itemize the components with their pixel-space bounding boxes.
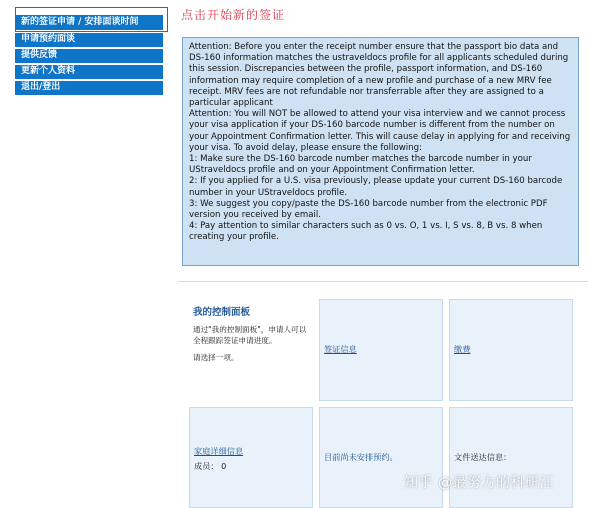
annotation-hint-text: 点击开始新的签证 [181,8,286,22]
family-member-count: 成员： 0 [194,461,227,471]
attention-item-3: 3: We suggest you copy/paste the DS-160 barcode number from the electronic PDF version you received by email. [189,198,548,221]
tile-document-delivery [449,407,573,508]
nav-sign-out[interactable]: 退出/登出 [15,81,163,95]
attention-notice [182,37,579,266]
nav-provide-feedback[interactable]: 提供反馈 [15,49,163,63]
tile-appointment[interactable] [319,407,443,508]
tile-family-details[interactable] [189,407,313,508]
attention-paragraph-barcode: Attention: You will NOT be allowed to attend your visa interview and we cannot process your visa application if your DS-160 barcode number is different from the number on your Appointment Confirmation letter. This will cause delay in applying for and receiving your visa. To avoid delay, please ensure the following: [189,109,571,153]
dashboard-description: 通过"我的控制面板"，申请人可以全程跟踪签证申请进度。 [193,325,307,345]
dashboard-title: 我的控制面板 [193,307,251,318]
annotation-highlight-box [15,7,168,32]
attention-item-1: 1: Make sure the DS-160 barcode number matches the barcode number in your UStraveldocs profile and on your Appointment Confirmation letter. [189,154,532,176]
document-delivery-label: 文件送达信息： [454,452,512,462]
tile-payment[interactable] [449,299,573,401]
nav-new-visa-application[interactable]: 新的签证申请 / 安排面谈时间 [15,15,163,30]
watermark: 知乎 @最努力的科研汪 [404,475,554,491]
attention-paragraph-profile: Attention: Before you enter the receipt number ensure that the passport bio data and DS-160 information matches the ustraveldocs profile for all applicants scheduled during this session. Discrepancies between the profile, passport information, and DS-160 information may require completion of a new profile and purchase of a new MRV fee receipt. MRV fees are not refundable nor transferrable after they are assigned to a particular applicant [189,42,569,109]
section-divider [178,281,588,282]
no-appointment-text[interactable]: 目前尚未安排预约。 [324,452,398,462]
family-details-link[interactable]: 家庭详细信息 [194,446,244,456]
payment-link[interactable]: 缴费 [454,344,471,354]
tile-visa-info[interactable] [319,299,443,401]
attention-item-2: 2: If you applied for a U.S. visa previously, please update your current DS-160 barcode number in your UStraveldocs profile. [189,176,563,198]
visa-info-link[interactable]: 签证信息 [324,344,357,354]
nav-schedule-interview[interactable]: 申请预约面谈 [15,33,163,47]
nav-update-profile[interactable]: 更新个人资料 [15,65,163,79]
attention-item-4: 4: Pay attention to similar characters such as 0 vs. O, 1 vs. I, S vs. 8, B vs. 8 when creating your profile. [189,221,543,243]
dashboard-intro [185,299,309,399]
dashboard-prompt: 请选择一项。 [193,353,239,362]
